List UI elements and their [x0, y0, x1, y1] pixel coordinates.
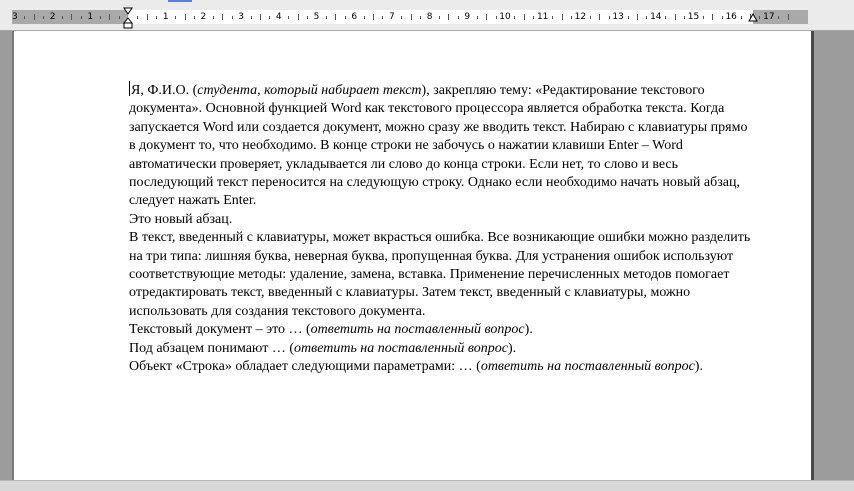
p5-italic: ответить на поставленный вопрос — [294, 340, 508, 356]
toolbar-edge — [168, 0, 192, 2]
ruler-tick — [439, 16, 440, 19]
ruler-tick — [24, 16, 25, 19]
ruler-number: 1 — [162, 12, 169, 22]
horizontal-ruler[interactable] — [0, 0, 854, 31]
text-cursor — [129, 81, 130, 96]
ruler-tick — [646, 16, 647, 19]
ruler-tick — [43, 16, 44, 19]
ruler-number: 3 — [238, 12, 244, 22]
ruler-tick — [137, 16, 138, 19]
p6-text-end: ). — [694, 359, 703, 375]
ruler-tick — [175, 16, 176, 19]
ruler-tick — [213, 16, 214, 19]
paragraph-2: Это новый абзац. — [129, 211, 233, 227]
p5-text-start: Под абзацем понимают … ( — [129, 340, 294, 356]
ruler-number: 16 — [725, 12, 737, 22]
ruler-number: 3 — [12, 12, 18, 22]
ruler-tick — [401, 16, 402, 19]
ruler-tick — [411, 14, 412, 20]
ruler-tick — [364, 16, 365, 19]
p6-italic: ответить на поставленный вопрос — [480, 359, 695, 375]
ruler-tick — [637, 14, 638, 20]
ruler-tick — [298, 14, 299, 20]
ruler-number: 12 — [574, 12, 587, 22]
ruler-number: 7 — [389, 12, 395, 22]
paragraph-5 — [129, 340, 757, 358]
ruler-tick — [109, 14, 110, 20]
first-line-indent-marker[interactable] — [123, 6, 133, 30]
ruler-tick — [260, 14, 261, 20]
ruler-tick — [552, 16, 553, 19]
ruler-number: 5 — [313, 12, 320, 22]
ruler-tick — [326, 16, 327, 19]
ruler-tick — [788, 14, 789, 20]
ruler-tick — [741, 16, 742, 19]
ruler-tick — [628, 16, 629, 19]
right-indent-marker[interactable] — [748, 12, 758, 24]
ruler-tick — [458, 16, 459, 19]
ruler-tick — [477, 16, 478, 19]
ruler-tick — [712, 14, 713, 20]
ruler-tick — [514, 16, 515, 19]
ruler-number: 10 — [499, 12, 511, 22]
p1-text-start: Я, Ф.И.О. ( — [131, 83, 198, 98]
ruler-tick — [335, 14, 336, 20]
p4-text-end: ). — [524, 322, 533, 338]
ruler-tick — [722, 16, 723, 19]
ruler-number: 13 — [612, 12, 624, 22]
ruler-tick — [665, 16, 666, 19]
ruler-tick — [382, 16, 383, 19]
ruler-tick — [562, 14, 563, 20]
p6-text-start: Объект «Строка» обладает следующими параметрами: … ( — [129, 359, 481, 375]
ruler-number: 14 — [650, 12, 662, 22]
ruler-tick — [420, 16, 421, 19]
ruler-tick — [609, 16, 610, 19]
ruler-number: 11 — [536, 12, 549, 22]
ruler-tick — [448, 14, 449, 20]
p5-text-end: ). — [507, 340, 517, 356]
ruler-tick — [232, 16, 233, 19]
ruler-tick — [222, 14, 223, 20]
ruler-tick — [675, 14, 676, 20]
ruler-number: 6 — [351, 12, 358, 22]
ruler-tick — [100, 16, 101, 19]
ruler-number: 17 — [763, 12, 775, 22]
ruler-tick — [288, 16, 289, 19]
ruler-tick — [156, 16, 157, 19]
ruler-tick — [684, 16, 685, 19]
ruler-tick — [599, 14, 600, 20]
paragraph-6 — [129, 358, 757, 376]
ruler-tick — [533, 16, 534, 19]
document-text[interactable] — [129, 81, 757, 377]
paragraph-3: В текст, введенный с клавиатуры, может вкрасться ошибка. Все возникающие ошибки можно разделить на три типа: лишняя буква, неверная буква, пропущенная буква. Для устранения ошибок используют соответствующие методы: удаление, замена, вставка. Применение перечисленных методов помогает отредактировать текст, введенный с клавиатуры. Затем текст, введенный с клавиатуры, можно использовать для создания текстового документа. — [129, 230, 751, 319]
ruler-tick — [496, 16, 497, 19]
paragraph-4 — [129, 321, 757, 339]
ruler-number: 15 — [687, 12, 700, 22]
ruler-tick — [590, 16, 591, 19]
ruler-number: 2 — [49, 12, 56, 22]
ruler-number: 1 — [87, 12, 94, 22]
ruler-tick — [778, 16, 779, 19]
ruler-tick — [71, 14, 72, 20]
ruler-tick — [34, 14, 35, 20]
ruler-tick — [147, 14, 148, 20]
ruler-number: 8 — [426, 12, 433, 22]
ruler-tick — [571, 16, 572, 19]
ruler-tick — [524, 14, 525, 20]
p1-italic: студента, который набирает текст — [197, 83, 422, 98]
page-shadow — [811, 31, 814, 480]
ruler-tick — [269, 16, 270, 19]
ruler-tick — [251, 16, 252, 19]
ruler-number: 9 — [464, 12, 471, 22]
p4-italic: ответить на поставленный вопрос — [310, 322, 525, 338]
p1-text-end: ), закрепляю тему: «Редактирование текстового документа». Основной функцией Word как текстового процессора является обработка текста. Когда запускается Word или создается документ, можно сразу же вводить текст. Набираю с клавиатуры прямо в документ то, что необходимо. В конце строки не забочусь о нажатии клавиши Enter – Word автоматически проверяет, укладывается ли слово до конца строки. Если нет, то слово и весь последующий текст переносится на следующую строку. Однако если необходимо начать новый абзац, следует нажать Enter. — [129, 83, 748, 209]
ruler-tick — [194, 16, 195, 19]
ruler-tick — [345, 16, 346, 19]
ruler-number: 4 — [275, 12, 282, 22]
ruler-tick — [759, 16, 760, 19]
ruler-tick — [486, 14, 487, 20]
ruler-tick — [62, 16, 63, 19]
p4-text-start: Текстовый документ – это … ( — [129, 322, 311, 338]
ruler-tick — [307, 16, 308, 19]
ruler-tick — [703, 16, 704, 19]
ruler-tick — [373, 14, 374, 20]
horizontal-scrollbar[interactable] — [0, 480, 854, 491]
ruler-tick — [81, 16, 82, 19]
ruler-tick — [185, 14, 186, 20]
ruler-number: 2 — [200, 12, 207, 22]
paragraph-1 — [129, 81, 757, 211]
ruler-tick — [119, 16, 120, 19]
